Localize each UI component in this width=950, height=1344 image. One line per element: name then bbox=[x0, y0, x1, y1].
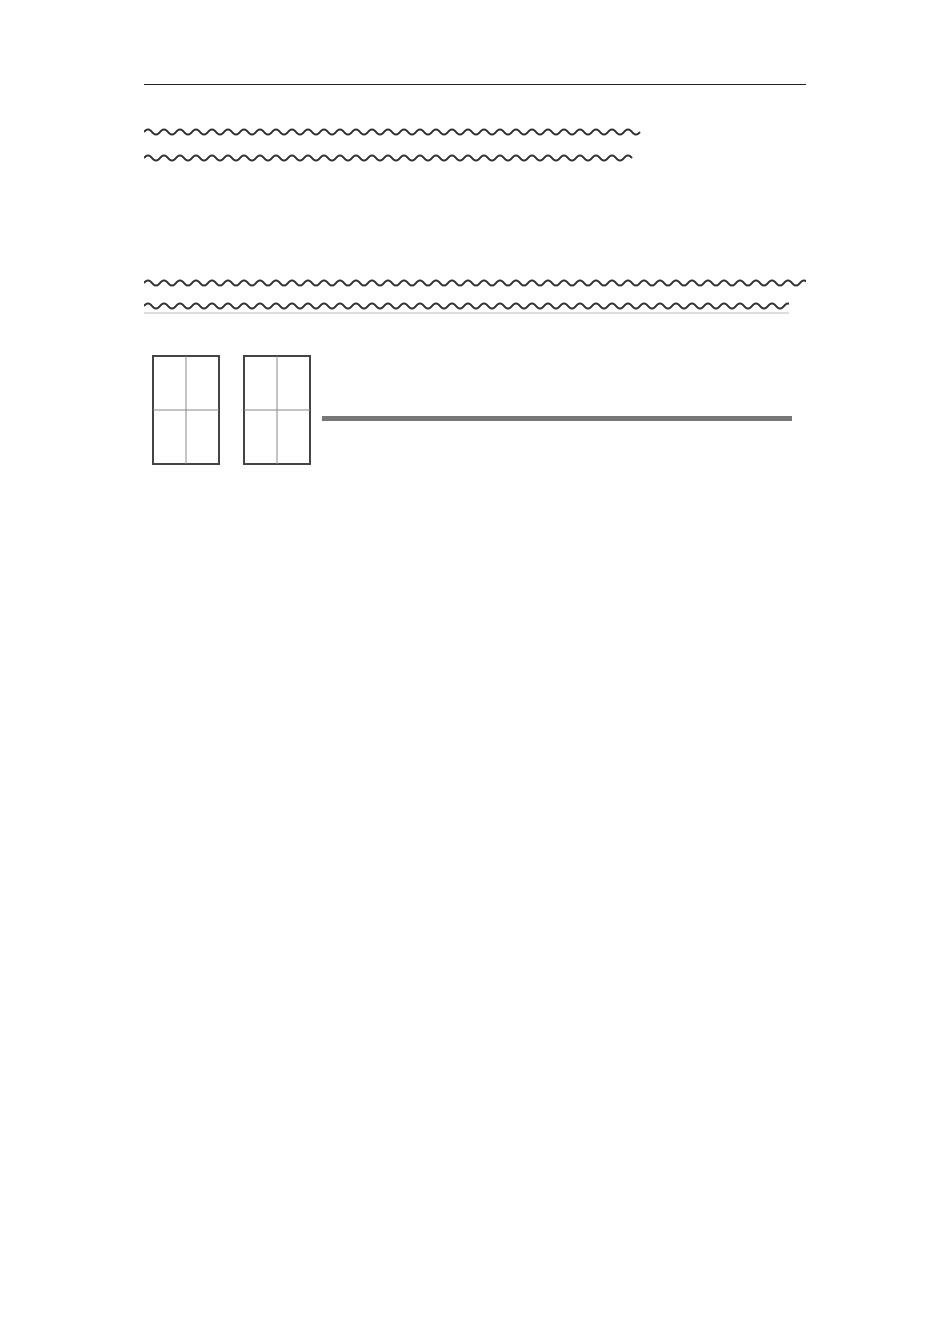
wavy-underline bbox=[144, 124, 654, 140]
banner-graphic bbox=[150, 350, 800, 470]
wavy-underline bbox=[144, 275, 806, 291]
wavy-underline bbox=[144, 298, 789, 314]
section-banner bbox=[150, 350, 800, 470]
wavy-underline bbox=[144, 150, 634, 166]
header-rule bbox=[144, 84, 806, 85]
